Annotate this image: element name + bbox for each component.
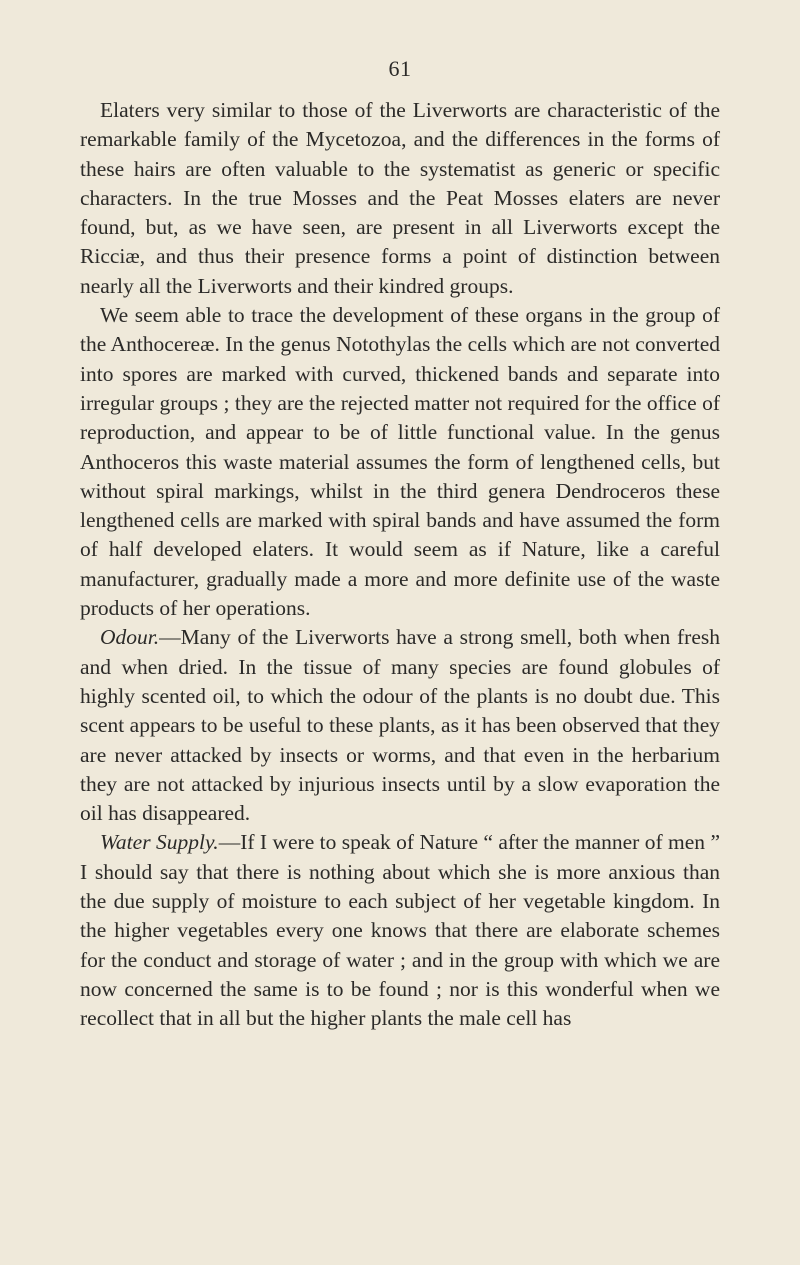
- page-number: 61: [388, 56, 412, 81]
- paragraph-heading-water-supply: Water Supply.: [100, 830, 219, 855]
- paragraph-text: We seem able to trace the development of these organs in the group of the Anthocereæ. In the genus Notothylas the cells which are not converted into spores are marked with curved, thickened bands and separate into irregular groups ; they are the rejected matter not required for the office of reproduction, and appear to be of little functional value. In the genus Anthoceros this waste material assumes the form of lengthened cells, but without spiral markings, whilst in the third genera Dendroceros these lengthened cells are marked with spiral bands and have assumed the form of half developed elaters. It would seem as if Nature, like a careful manufacturer, gradually made a more and more definite use of the waste products of her operations.: [80, 303, 720, 621]
- body-text: [80, 96, 720, 1034]
- paragraph-heading-odour: Odour.: [100, 625, 160, 650]
- paragraph-text: —If I were to speak of Nature “ after the manner of men ” I should say that there is nothing about which she is more anxious than the due supply of moisture to each subject of her vegetable kingdom. In the higher vegetables every one knows that there are elaborate schemes for the conduct and storage of water ; and in the group with which we are now concerned the same is to be found ; nor is this wonderful when we recollect that in all but the higher plants the male cell has: [80, 830, 720, 1031]
- paragraph-development: [80, 301, 720, 623]
- paragraph-odour: [80, 623, 720, 828]
- paragraph-text: Elaters very similar to those of the Liverworts are characteristic of the remarkable family of the Mycetozoa, and the differences in the forms of these hairs are often valuable to the systematist as generic or specific characters. In the true Mosses and the Peat Mosses elaters are never found, but, as we have seen, are present in all Liverworts except the Ricciæ, and thus their presence forms a point of distinction between nearly all the Liverworts and their kindred groups.: [80, 98, 720, 298]
- paragraph-elaters: [80, 96, 720, 301]
- paragraph-water-supply: [80, 828, 720, 1033]
- paragraph-text: —Many of the Liverworts have a strong smell, both when fresh and when dried. In the tissue of many species are found globules of highly scented oil, to which the odour of the plants is no doubt due. This scent appears to be useful to these plants, as it has been observed that they are never attacked by insects or worms, and that even in the herbarium they are not attacked by injurious insects until by a slow evaporation the oil has disappeared.: [80, 625, 720, 826]
